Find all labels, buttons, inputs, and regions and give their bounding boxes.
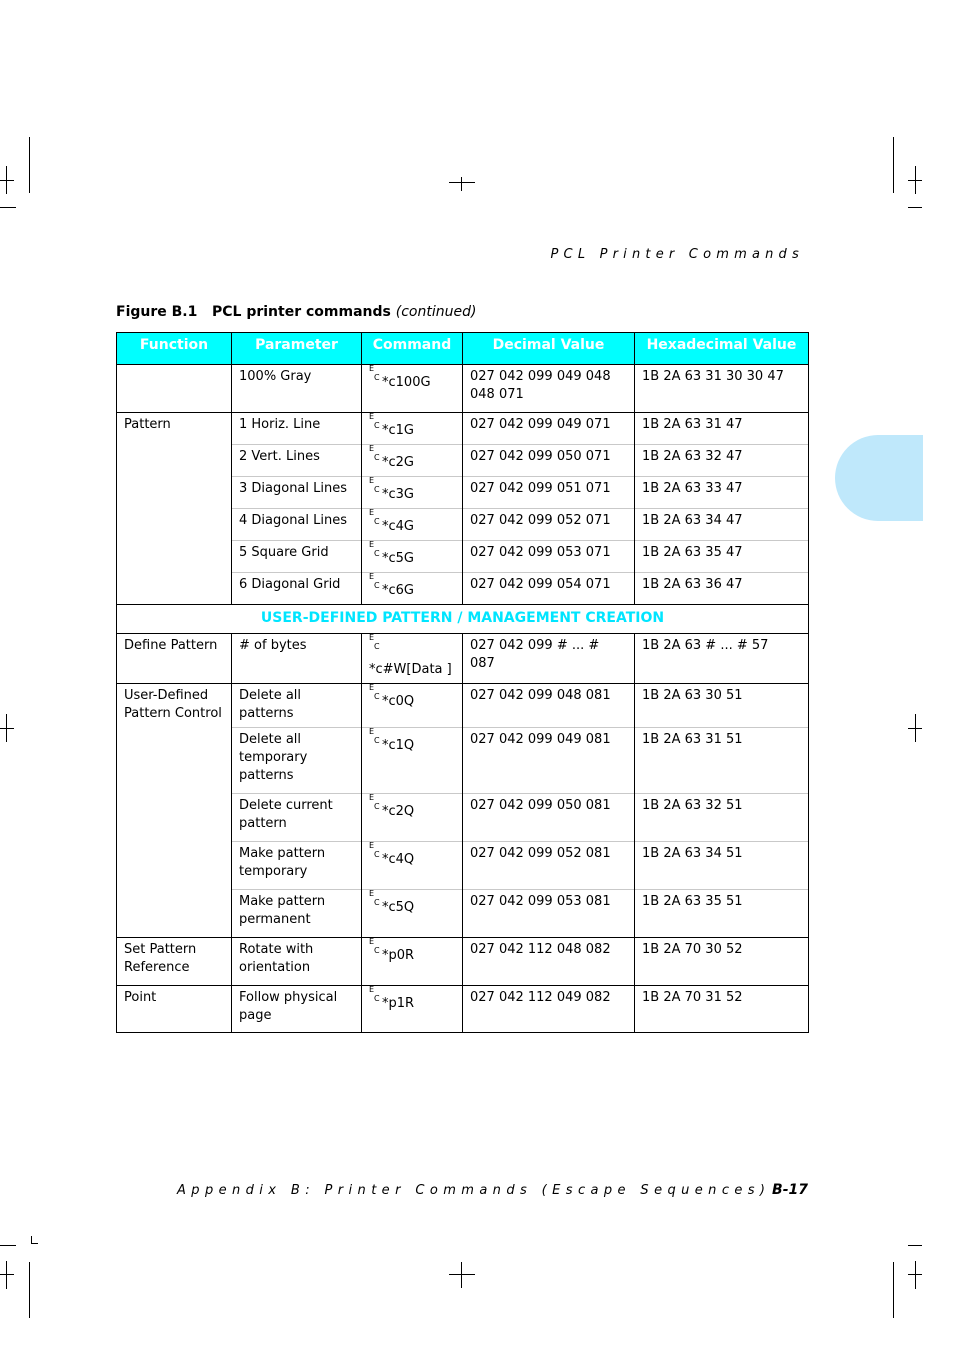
parameter-cell [232, 541, 362, 573]
hex-value-cell [635, 842, 809, 890]
hex-value-cell-text: 1B 2A 63 30 51 [642, 688, 743, 703]
command-text: *c2Q [382, 804, 415, 819]
command-cell [362, 365, 463, 413]
decimal-value-cell [463, 842, 635, 890]
command-cell [362, 890, 463, 938]
function-cell [117, 509, 232, 541]
parameter-cell-text: Delete current pattern [239, 798, 333, 831]
escape-c: C [374, 485, 380, 494]
decimal-value-cell [463, 509, 635, 541]
command-cell [362, 794, 463, 842]
escape-c: C [374, 850, 380, 859]
command-text: *c#W[Data ] [369, 662, 452, 677]
parameter-cell-text: 2 Vert. Lines [239, 449, 320, 464]
escape-c: C [374, 453, 380, 462]
command-text: *c5Q [382, 900, 415, 915]
table-row [117, 842, 809, 890]
parameter-cell [232, 728, 362, 794]
escape-e: E [369, 412, 375, 421]
figure-caption [116, 304, 476, 320]
decimal-value-cell [463, 477, 635, 509]
command-text: *c0Q [382, 694, 415, 709]
escape-char-glyph [369, 889, 382, 911]
parameter-cell-text: Delete all temporary patterns [239, 732, 308, 783]
escape-c: C [374, 421, 380, 430]
escape-e: E [369, 683, 375, 692]
escape-char-glyph [369, 364, 382, 386]
escape-c: C [374, 994, 380, 1003]
page-number: B-17 [772, 1182, 808, 1198]
escape-e: E [369, 444, 375, 453]
hex-value-cell-text: 1B 2A 63 35 51 [642, 894, 743, 909]
table-row [117, 728, 809, 794]
escape-e: E [369, 841, 375, 850]
escape-char-glyph [369, 727, 382, 749]
command-cell [362, 477, 463, 509]
function-cell-text: Define Pattern [124, 638, 218, 653]
figure-continued: (continued) [395, 304, 477, 320]
command-cell [362, 509, 463, 541]
table-row [117, 365, 809, 413]
header-hexadecimal-value: Hexadecimal Value [635, 333, 809, 365]
function-cell [117, 890, 232, 938]
table-row [117, 890, 809, 938]
hex-value-cell-text: 1B 2A 63 33 47 [642, 481, 743, 496]
parameter-cell [232, 573, 362, 605]
figure-title: PCL printer commands [212, 304, 391, 320]
table-row [117, 573, 809, 605]
command-text: *c100G [382, 375, 431, 390]
function-cell-text: Point [124, 990, 157, 1005]
hex-value-cell-text: 1B 2A 63 34 47 [642, 513, 743, 528]
escape-char-glyph [369, 683, 382, 705]
function-cell [117, 842, 232, 890]
decimal-value-cell [463, 541, 635, 573]
header-parameter: Parameter [232, 333, 362, 365]
hex-value-cell-text: 1B 2A 63 31 51 [642, 732, 743, 747]
table-row [117, 938, 809, 986]
hex-value-cell [635, 413, 809, 445]
decimal-value-cell [463, 890, 635, 938]
hex-value-cell [635, 634, 809, 684]
parameter-cell [232, 413, 362, 445]
escape-c: C [374, 581, 380, 590]
decimal-value-cell-text: 027 042 099 050 081 [470, 798, 611, 813]
escape-e: E [369, 572, 375, 581]
page-footer: Appendix B: Printer Commands (Escape Sequences) [177, 1183, 771, 1198]
pcl-commands-table [116, 332, 809, 1033]
hex-value-cell-text: 1B 2A 63 31 30 30 47 [642, 369, 784, 384]
function-cell [117, 938, 232, 986]
escape-e: E [369, 364, 375, 373]
table-row [117, 684, 809, 728]
decimal-value-cell-text: 027 042 099 049 071 [470, 417, 611, 432]
hex-value-cell [635, 684, 809, 728]
function-cell [117, 477, 232, 509]
table-row [117, 477, 809, 509]
function-cell-text: Pattern [124, 417, 171, 432]
decimal-value-cell [463, 413, 635, 445]
hex-value-cell [635, 365, 809, 413]
hex-value-cell [635, 477, 809, 509]
escape-e: E [369, 985, 375, 994]
decimal-value-cell [463, 728, 635, 794]
decimal-value-cell-text: 027 042 112 049 082 [470, 990, 611, 1005]
section-tab-marker [835, 435, 923, 521]
function-cell-text: Set Pattern Reference [124, 942, 197, 975]
running-header: PCL Printer Commands [550, 247, 804, 262]
decimal-value-cell [463, 365, 635, 413]
decimal-value-cell [463, 986, 635, 1033]
parameter-cell [232, 445, 362, 477]
command-text: *c3G [382, 487, 414, 502]
escape-e: E [369, 476, 375, 485]
escape-char-glyph [369, 985, 382, 1007]
escape-char-glyph [369, 540, 382, 562]
function-cell [117, 365, 232, 413]
parameter-cell [232, 938, 362, 986]
parameter-cell-text: 3 Diagonal Lines [239, 481, 348, 496]
hex-value-cell [635, 728, 809, 794]
function-cell [117, 728, 232, 794]
escape-c: C [374, 517, 380, 526]
parameter-cell [232, 684, 362, 728]
escape-c: C [374, 642, 380, 651]
parameter-cell-text: Delete all patterns [239, 688, 302, 721]
decimal-value-cell [463, 684, 635, 728]
table-row [117, 634, 809, 684]
escape-c: C [374, 549, 380, 558]
escape-char-glyph [369, 633, 382, 655]
hex-value-cell-text: 1B 2A 63 # ... # 57 [642, 638, 769, 653]
parameter-cell [232, 634, 362, 684]
figure-number: Figure B.1 [116, 304, 198, 320]
hex-value-cell [635, 890, 809, 938]
escape-e: E [369, 889, 375, 898]
escape-char-glyph [369, 444, 382, 466]
escape-c: C [374, 946, 380, 955]
command-cell [362, 728, 463, 794]
parameter-cell-text: Follow physical page [239, 990, 338, 1023]
decimal-value-cell-text: 027 042 099 # ... # 087 [470, 638, 600, 671]
decimal-value-cell [463, 938, 635, 986]
escape-e: E [369, 937, 375, 946]
command-text: *c4G [382, 519, 414, 534]
header-function: Function [117, 333, 232, 365]
decimal-value-cell-text: 027 042 099 052 081 [470, 846, 611, 861]
decimal-value-cell [463, 794, 635, 842]
parameter-cell [232, 365, 362, 413]
escape-c: C [374, 802, 380, 811]
hex-value-cell [635, 541, 809, 573]
parameter-cell-text: 100% Gray [239, 369, 312, 384]
hex-value-cell-text: 1B 2A 63 32 51 [642, 798, 743, 813]
escape-c: C [374, 898, 380, 907]
table-row [117, 509, 809, 541]
parameter-cell [232, 509, 362, 541]
escape-char-glyph [369, 841, 382, 863]
decimal-value-cell-text: 027 042 099 049 048 048 071 [470, 369, 611, 402]
table-row [117, 445, 809, 477]
parameter-cell-text: 4 Diagonal Lines [239, 513, 348, 528]
hex-value-cell [635, 938, 809, 986]
function-cell [117, 413, 232, 445]
escape-e: E [369, 633, 375, 642]
escape-char-glyph [369, 793, 382, 815]
parameter-cell [232, 842, 362, 890]
decimal-value-cell-text: 027 042 099 049 081 [470, 732, 611, 747]
command-cell [362, 413, 463, 445]
command-text: *c5G [382, 551, 414, 566]
decimal-value-cell-text: 027 042 099 054 071 [470, 577, 611, 592]
parameter-cell-text: 6 Diagonal Grid [239, 577, 341, 592]
function-cell [117, 794, 232, 842]
decimal-value-cell-text: 027 042 099 048 081 [470, 688, 611, 703]
decimal-value-cell-text: 027 042 099 053 071 [470, 545, 611, 560]
hex-value-cell [635, 986, 809, 1033]
table-row [117, 413, 809, 445]
section-row [117, 605, 809, 634]
parameter-cell [232, 477, 362, 509]
decimal-value-cell-text: 027 042 099 053 081 [470, 894, 611, 909]
decimal-value-cell [463, 445, 635, 477]
hex-value-cell [635, 445, 809, 477]
function-cell [117, 986, 232, 1033]
parameter-cell-text: 5 Square Grid [239, 545, 329, 560]
hex-value-cell-text: 1B 2A 70 30 52 [642, 942, 743, 957]
command-text: *c1G [382, 423, 414, 438]
parameter-cell-text: Rotate with orientation [239, 942, 314, 975]
command-text: *c2G [382, 455, 414, 470]
parameter-cell-text: # of bytes [239, 638, 307, 653]
parameter-cell-text: 1 Horiz. Line [239, 417, 321, 432]
hex-value-cell [635, 509, 809, 541]
command-cell [362, 634, 463, 684]
decimal-value-cell [463, 634, 635, 684]
hex-value-cell-text: 1B 2A 63 32 47 [642, 449, 743, 464]
function-cell [117, 445, 232, 477]
parameter-cell-text: Make pattern permanent [239, 894, 326, 927]
escape-e: E [369, 727, 375, 736]
table-row [117, 794, 809, 842]
table-row [117, 541, 809, 573]
escape-char-glyph [369, 508, 382, 530]
escape-e: E [369, 508, 375, 517]
parameter-cell-text: Make pattern temporary [239, 846, 326, 879]
escape-char-glyph [369, 572, 382, 594]
command-cell [362, 573, 463, 605]
command-cell [362, 986, 463, 1033]
parameter-cell [232, 794, 362, 842]
command-cell [362, 541, 463, 573]
function-cell [117, 573, 232, 605]
hex-value-cell-text: 1B 2A 63 35 47 [642, 545, 743, 560]
function-cell [117, 541, 232, 573]
header-command: Command [362, 333, 463, 365]
command-text: *p0R [382, 948, 415, 963]
hex-value-cell [635, 794, 809, 842]
hex-value-cell-text: 1B 2A 63 31 47 [642, 417, 743, 432]
function-cell [117, 684, 232, 728]
command-text: *c1Q [382, 738, 415, 753]
escape-char-glyph [369, 476, 382, 498]
hex-value-cell-text: 1B 2A 70 31 52 [642, 990, 743, 1005]
escape-char-glyph [369, 412, 382, 434]
function-cell-text: User-Defined Pattern Control [124, 688, 222, 721]
escape-e: E [369, 540, 375, 549]
decimal-value-cell [463, 573, 635, 605]
command-text: *p1R [382, 996, 415, 1011]
command-cell [362, 684, 463, 728]
escape-c: C [374, 373, 380, 382]
escape-c: C [374, 692, 380, 701]
command-text: *c4Q [382, 852, 415, 867]
command-text: *c6G [382, 583, 414, 598]
hex-value-cell-text: 1B 2A 63 34 51 [642, 846, 743, 861]
escape-c: C [374, 736, 380, 745]
section-title: USER-DEFINED PATTERN / MANAGEMENT CREATION [117, 605, 809, 634]
decimal-value-cell-text: 027 042 099 051 071 [470, 481, 611, 496]
function-cell [117, 634, 232, 684]
table-header-row [117, 333, 809, 365]
escape-char-glyph [369, 937, 382, 959]
parameter-cell [232, 890, 362, 938]
parameter-cell [232, 986, 362, 1033]
hex-value-cell-text: 1B 2A 63 36 47 [642, 577, 743, 592]
decimal-value-cell-text: 027 042 099 052 071 [470, 513, 611, 528]
command-cell [362, 938, 463, 986]
command-cell [362, 445, 463, 477]
escape-e: E [369, 793, 375, 802]
decimal-value-cell-text: 027 042 112 048 082 [470, 942, 611, 957]
table-row [117, 986, 809, 1033]
header-decimal-value: Decimal Value [463, 333, 635, 365]
decimal-value-cell-text: 027 042 099 050 071 [470, 449, 611, 464]
command-cell [362, 842, 463, 890]
hex-value-cell [635, 573, 809, 605]
